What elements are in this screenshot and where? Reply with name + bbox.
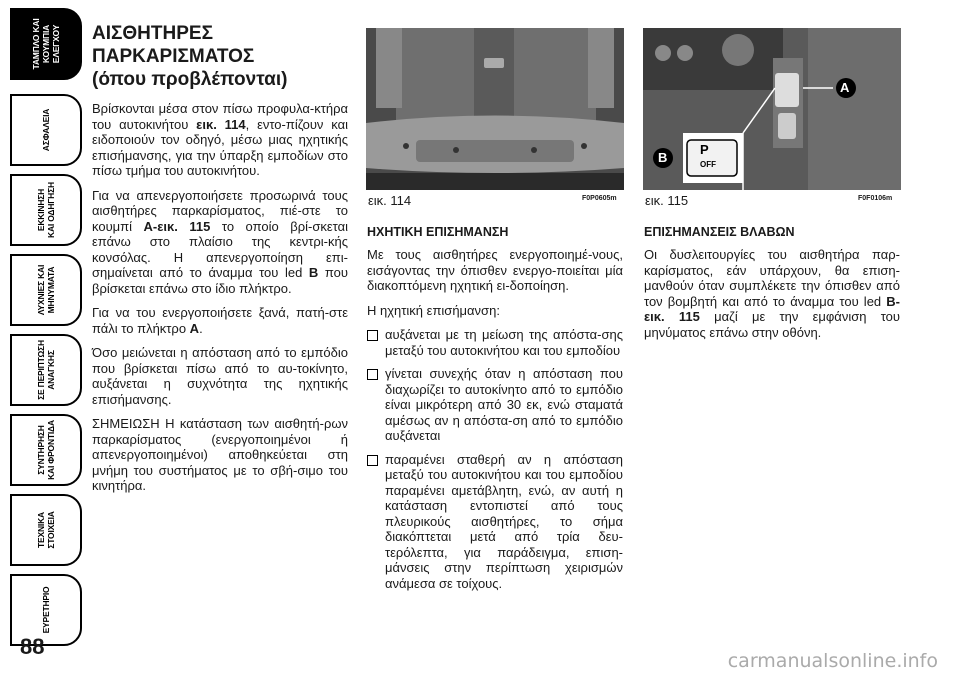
tab-label: ΕΥΡΕΤΗΡΙΟ — [41, 586, 51, 634]
callout-b: B — [658, 150, 668, 165]
watermark: carmanualsonline.info — [727, 650, 938, 672]
tab-maintenance[interactable] — [10, 414, 82, 486]
rear-bumper-illustration — [366, 28, 624, 190]
tab-label: ΕΚΚΙΝΗΣΗ ΚΑΙ ΟΔΗΓΗΣΗ — [36, 182, 56, 238]
checkbox-bullet-icon — [367, 369, 378, 380]
tab-starting-driving[interactable] — [10, 174, 82, 246]
figure-rear-bumper — [366, 28, 624, 190]
figure-console-button — [643, 28, 901, 190]
page-number: 88 — [20, 634, 45, 659]
paragraph-audible-lead: Η ηχητική επισήμανση: — [367, 302, 500, 318]
section-title-line2: ΠΑΡΚΑΡΙΣΜΑΤΟΣ — [92, 46, 255, 67]
section-heading-faults: ΕΠΙΣΗΜΑΝΣΕΙΣ ΒΛΑΒΩΝ — [644, 225, 795, 239]
tab-label: ΛΥΧΝΙΕΣ ΚΑΙ ΜΗΝΥΜΑΤΑ — [36, 264, 56, 316]
checkbox-bullet-icon — [367, 455, 378, 466]
paragraph-faults: Οι δυσλειτουργίες του αισθητήρα παρ-καρίσματος, εάν υπάρχουν, θα επιση-μανθούν όταν συμπλέκετε την όπισθεν από τον βομβητή και από το άναμμα του led B-εικ. 115 μαζί με την εμφάνιση του μηνύματος επάνω στην οθόνη. — [644, 247, 900, 340]
figure-114-code: F0P0605m — [582, 195, 617, 202]
list-item: γίνεται συνεχής όταν η απόσταση που διαχωρίζει το αυτοκίνητο από το εμπόδιο είναι μικρότερη από 30 εκ, ενώ σταματά αμέσως αν η απόστα-ση από το εμπόδιο αυξάνεται — [367, 366, 623, 444]
tab-technical-data[interactable] — [10, 494, 82, 566]
column-intro — [92, 22, 348, 503]
column-fault-signals — [644, 225, 900, 349]
tab-warning-lights[interactable] — [10, 254, 82, 326]
figure-115-caption: εικ. 115 — [645, 193, 689, 208]
figure-114-caption: εικ. 114 — [368, 193, 412, 208]
tab-label: ΑΣΦΑΛΕΙΑ — [41, 108, 51, 152]
paragraph-reactivate: Για να του ενεργοποιήσετε ξανά, πατή-στε πάλι το πλήκτρο A. — [92, 305, 348, 336]
parking-sensor-button-off: OFF — [700, 160, 716, 169]
parking-sensor-button-symbol: P — [700, 142, 709, 157]
callout-a: A — [840, 80, 850, 95]
section-heading-audible: ΗΧΗΤΙΚΗ ΕΠΙΣΗΜΑΝΣΗ — [367, 225, 509, 239]
tab-label: ΤΕΧΝΙΚΑ ΣΤΟΙΧΕΙΑ — [36, 511, 56, 549]
paragraph-location: Βρίσκονται μέσα στον πίσω προφυλα-κτήρα του αυτοκινήτου εικ. 114, εντο-πίζουν και ειδοποιούν τον οδηγό, μέσω μιας ηχητικής επισήμανσης, για την ύπαρξη εμποδίων στο πίσω τμήμα του αυτοκινήτου. — [92, 101, 349, 178]
checkbox-bullet-icon — [367, 330, 378, 341]
list-item: αυξάνεται με τη μείωση της απόστα-σης μεταξύ του αυτοκινήτου και του εμποδίου — [367, 327, 623, 358]
column-audible-signal — [367, 225, 623, 599]
console-button-illustration — [643, 28, 901, 190]
tab-safety[interactable] — [10, 94, 82, 166]
paragraph-deactivate: Για να απενεργοποιήσετε προσωρινά τους αισθητήρες παρκαρίσματος, πιέ-στε το κουμπί A-εικ. 115 το οποίο βρί-σκεται επάνω στο πλαίσιο της κεντρι-κής κονσόλας. Η απενεργοποίηση επι-σημαίνεται από το άναμμα του led B που βρίσκεται επάνω στο ίδιο πλήκτρο. — [92, 187, 348, 296]
tab-label: ΤΑΜΠΛΟ ΚΑΙ ΚΟΥΜΠΙΑ ΕΛΕΓΧΟΥ — [31, 18, 61, 70]
tab-dashboard-controls[interactable] — [10, 8, 82, 80]
section-subtitle: (όπου προβλέπονται) — [92, 69, 288, 90]
paragraph-audible-intro: Με τους αισθητήρες ενεργοποιημέ-νους, εισάγοντας την όπισθεν ενεργο-ποιείται μία διακοπτόμενη ηχητική ει-δοποίηση. — [367, 247, 623, 293]
section-title-line1: ΑΙΣΘΗΤΗΡΕΣ — [92, 23, 213, 44]
tab-label: ΣΕ ΠΕΡΙΠΤΩΣΗ ΑΝΑΓΚΗΣ — [36, 340, 56, 400]
paragraph-frequency: Όσο μειώνεται η απόσταση από το εμπόδιο που βρίσκεται πίσω από το αυ-τοκίνητο, αυξάνεται η συχνότητα της ηχητικής επισήμανσης. — [92, 345, 348, 407]
list-item: παραμένει σταθερή αν η απόσταση μεταξύ του αυτοκινήτου και του εμποδίου παραμένει αμετάβλητη, ενώ, αν αυτή η κατάσταση εντοπιστεί από τους πλευρικούς αισθητήρες, το σήμα διακόπτεται μετά από τρία δευ-τερόλεπτα, για παράδειγμα, επιση-μάνσεις στην περίπτωση χειρισμών ανάμεσα σε τοίχους. — [367, 452, 623, 592]
chapter-sidebar — [10, 8, 82, 648]
audible-bullet-list — [367, 327, 623, 591]
tab-label: ΣΥΝΤΗΡΗΣΗ ΚΑΙ ΦΡΟΝΤΙΔΑ — [36, 420, 56, 480]
tab-emergency[interactable] — [10, 334, 82, 406]
figure-115-code: F0F0106m — [858, 195, 893, 202]
paragraph-note: ΣΗΜΕΙΩΣΗ Η κατάσταση των αισθητή-ρων παρκαρίσματος (ενεργοποιημένοι ή απενεργοποιημένοι) αποθηκεύεται στη μνήμη του συστήματος με το σβή-σιμο του κινητήρα. — [92, 416, 348, 493]
